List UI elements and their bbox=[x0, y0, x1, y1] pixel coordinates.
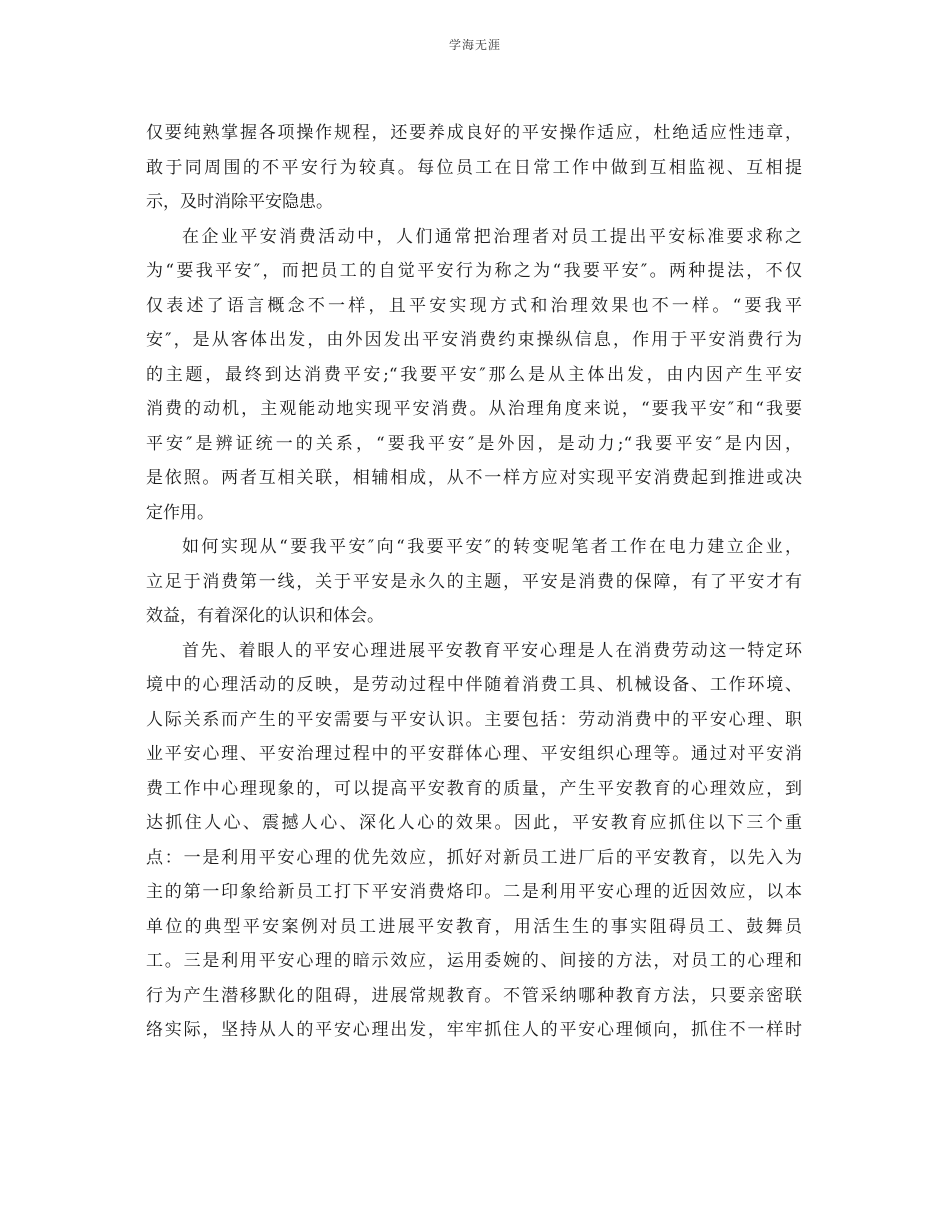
text-line: 如何实现从“要我平安″向“我要平安″的转变呢笔者工作在电力建立企业， bbox=[182, 537, 802, 557]
text-line: 主的第一印象给新员工打下平安消费烙印。二是利用平安心理的近因效应，以本 bbox=[146, 882, 802, 902]
text-line: 络实际，坚持从人的平安心理出发，牢牢抓住人的平安心理倾向，抓住不一样时 bbox=[146, 1020, 802, 1040]
text-line: 效益，有着深化的认识和体会。 bbox=[146, 606, 384, 626]
document-body bbox=[146, 116, 802, 1048]
text-line: 平安″是辨证统一的关系，“要我平安″是外因，是动力;“我要平安″是内因， bbox=[146, 433, 802, 454]
text-line: 是依照。两者互相关联，相辅相成，从不一样方应对实现平安消费起到推进或决 bbox=[146, 468, 802, 488]
text-line: 点：一是利用平安心理的优先效应，抓好对新员工进厂后的平安教育，以先入为 bbox=[146, 847, 802, 868]
text-line: 工。三是利用平安心理的暗示效应，运用委婉的、间接的方法，对员工的心理和 bbox=[146, 951, 802, 971]
text-line: 敢于同周围的不平安行为较真。每位员工在日常工作中做到互相监视、互相提 bbox=[146, 157, 802, 178]
text-line: 费工作中心理现象的，可以提高平安教育的质量，产生平安教育的心理效应，到 bbox=[146, 778, 802, 799]
text-line: 仅要纯熟掌握各项操作规程，还要养成良好的平安操作适应，杜绝适应性违章， bbox=[146, 123, 802, 143]
text-line: 首先、着眼人的平安心理进展平安教育平安心理是人在消费劳动这一特定环 bbox=[182, 640, 802, 661]
text-line: 立足于消费第一线，关于平安是永久的主题，平安是消费的保障，有了平安才有 bbox=[146, 571, 802, 592]
text-line: 行为产生潜移默化的阻碍，进展常规教育。不管采纳哪种教育方法，只要亲密联 bbox=[146, 985, 802, 1006]
text-line: 的主题，最终到达消费平安;“我要平安″那么是从主体出发，由内因产生平安 bbox=[146, 364, 802, 385]
text-line: 仅表述了语言概念不一样，且平安实现方式和治理效果也不一样。“要我平 bbox=[146, 295, 802, 316]
text-line: 达抓住人心、震撼人心、深化人心的效果。因此，平安教育应抓住以下三个重 bbox=[146, 813, 802, 833]
text-line: 为“要我平安″，而把员工的自觉平安行为称之为“我要平安″。两种提法，不仅 bbox=[146, 261, 802, 281]
text-line: 单位的典型平安案例对员工进展平安教育，用活生生的事实阻碍员工、鼓舞员 bbox=[146, 916, 802, 937]
page-header: 学海无涯 bbox=[448, 38, 501, 52]
text-line: 安″，是从客体出发，由外因发出平安消费约束操纵信息，作用于平安消费行为 bbox=[146, 330, 802, 350]
text-line: 示，及时消除平安隐患。 bbox=[146, 192, 333, 212]
text-line: 业平安心理、平安治理过程中的平安群体心理、平安组织心理等。通过对平安消 bbox=[146, 744, 802, 764]
text-line: 定作用。 bbox=[146, 502, 214, 523]
text-line: 在企业平安消费活动中，人们通常把治理者对员工提出平安标准要求称之 bbox=[182, 226, 802, 247]
text-line: 人际关系而产生的平安需要与平安认识。主要包括：劳动消费中的平安心理、职 bbox=[146, 709, 802, 730]
text-line: 消费的动机，主观能动地实现平安消费。从治理角度来说，“要我平安″和“我要 bbox=[146, 399, 802, 419]
text-line: 境中的心理活动的反映，是劳动过程中伴随着消费工具、机械设备、工作环境、 bbox=[146, 675, 802, 695]
